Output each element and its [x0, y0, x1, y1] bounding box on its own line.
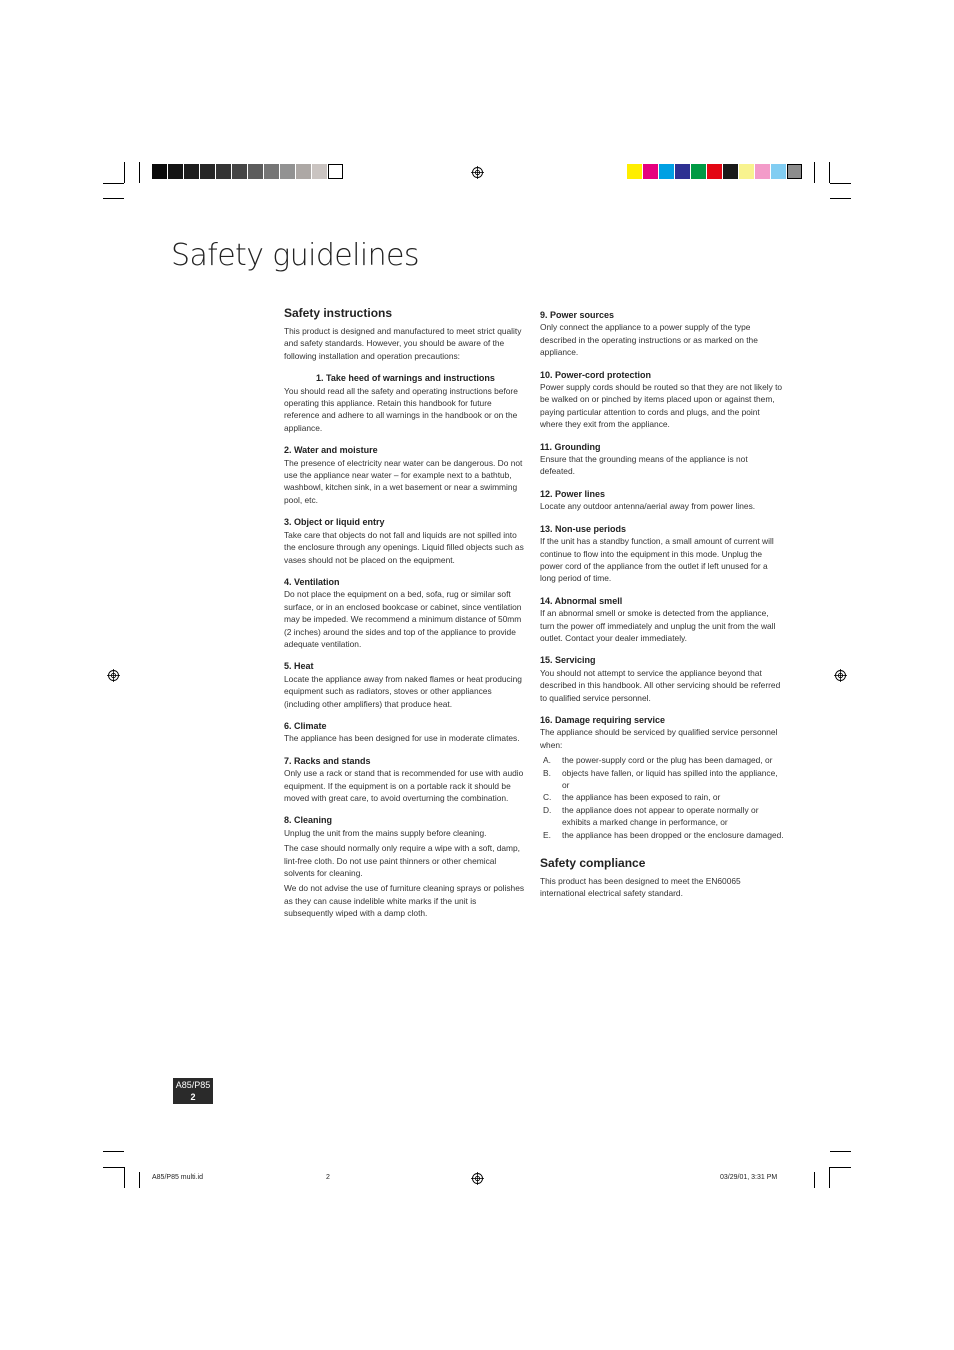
section-heading: 12. Power lines — [540, 488, 606, 499]
section — [540, 595, 784, 645]
section-text: Take care that objects do not fall and liquids are not spilled into the enclosure through any openings. Liquid filled objects such as vases should not be placed on the equipment. — [284, 529, 524, 565]
crop-mark — [103, 198, 124, 199]
color-swatch — [627, 164, 642, 179]
section-heading: 8. Cleaning — [284, 815, 333, 826]
damage-section — [540, 714, 784, 841]
list-text: the power-supply cord or the plug has been damaged, or — [562, 755, 773, 766]
crop-mark — [124, 1167, 125, 1188]
section-heading: 10. Power-cord protection — [540, 369, 652, 380]
section-text: Do not place the equipment on a bed, sofa, rug or similar soft surface, or in an enclosed bookcase or cabinet, since ventilation may be impeded. We recommend a minimum distance of 50mm (2 inches) around the sides and top of the appliance to provide adequate ventilation. — [284, 589, 522, 649]
color-swatch — [723, 164, 738, 179]
color-swatch — [200, 164, 215, 179]
section-text: The appliance has been designed for use in moderate climates. — [284, 733, 520, 744]
section-text: If an abnormal smell or smoke is detected from the appliance, turn the power off immediately and unplug the unit from the wall outlet. Contact your dealer immediately. — [540, 608, 776, 643]
color-swatch — [152, 164, 167, 179]
color-swatch — [216, 164, 231, 179]
crop-mark — [830, 1167, 851, 1168]
registration-mark-icon — [107, 669, 120, 682]
section-heading: 16. Damage requiring service — [540, 714, 666, 725]
page-title: Safety guidelines — [171, 238, 419, 273]
section-heading: 14. Abnormal smell — [540, 595, 623, 606]
section — [284, 372, 526, 434]
section-text: Unplug the unit from the mains supply before cleaning. — [284, 827, 487, 838]
color-swatch — [755, 164, 770, 179]
section — [284, 516, 526, 566]
section-text: Locate any outdoor antenna/aerial away from power lines. — [540, 501, 756, 512]
crop-mark — [830, 1151, 851, 1152]
damage-list — [540, 754, 784, 841]
registration-mark-icon — [471, 1172, 484, 1185]
color-swatch — [248, 164, 263, 179]
crop-mark — [103, 183, 124, 184]
section — [284, 660, 526, 710]
list-text: the appliance has been dropped or the enclosure damaged. — [562, 829, 784, 840]
color-swatch — [691, 164, 706, 179]
section-heading: 11. Grounding — [540, 441, 601, 452]
section-heading: 6. Climate — [284, 720, 327, 731]
list-marker: B. — [543, 767, 551, 778]
safety-instructions-heading: Safety instructions — [284, 306, 393, 320]
section — [284, 814, 526, 919]
crop-mark — [829, 162, 830, 183]
list-item — [540, 767, 784, 792]
crop-mark — [124, 162, 125, 183]
crop-mark — [829, 1167, 830, 1188]
color-swatch — [232, 164, 247, 179]
section — [284, 576, 526, 650]
list-text: objects have fallen, or liquid has spilled into the appliance, or — [562, 767, 778, 790]
compliance-text: This product has been designed to meet the EN60065 international electrical safety standard. — [540, 876, 741, 899]
section-heading: 4. Ventilation — [284, 576, 340, 587]
list-marker: E. — [543, 829, 551, 840]
footer-page: 2 — [326, 1174, 330, 1181]
section — [540, 654, 784, 704]
left-column — [284, 306, 526, 930]
section-text: You should read all the safety and operating instructions before operating this appliance. Retain this handbook for future reference and adhere to all warnings in the handbook or on the appliance. — [284, 385, 518, 433]
section — [540, 369, 784, 431]
registration-mark-icon — [471, 166, 484, 179]
section-text: Only use a rack or stand that is recommended for use with audio equipment. If the equipment is on a portable rack it should be moved with great care, to avoid overturning the combination. — [284, 768, 524, 803]
section-text: The appliance should be serviced by qualified service personnel when: — [540, 727, 778, 750]
color-swatch — [312, 164, 327, 179]
section-heading: 9. Power sources — [540, 310, 615, 320]
color-swatch — [184, 164, 199, 179]
list-marker: D. — [543, 804, 552, 815]
list-text: the appliance has been exposed to rain, or — [562, 792, 721, 803]
section — [540, 523, 784, 585]
section-heading: 15. Servicing — [540, 655, 596, 666]
section-text: The presence of electricity near water can be dangerous. Do not use the appliance near water – for example next to a bathtub, washbowl, kitchen sink, in a wet basement or near a swimming pool, etc. — [284, 457, 523, 505]
list-item — [540, 754, 784, 766]
crop-mark — [814, 162, 815, 183]
registration-mark-icon — [834, 669, 847, 682]
crop-mark — [830, 183, 851, 184]
grayscale-bar — [152, 164, 344, 179]
section — [284, 755, 526, 805]
color-swatch — [280, 164, 295, 179]
color-swatch — [264, 164, 279, 179]
section-text: The case should normally only require a wipe with a soft, damp, lint-free cloth. Do not use paint thinners or other chemical solvents for cleaning. — [284, 843, 521, 879]
list-item — [540, 804, 784, 829]
list-text: the appliance does not appear to operate normally or exhibits a marked change in performance, or — [562, 804, 759, 828]
color-swatch — [643, 164, 658, 179]
section — [540, 441, 784, 478]
crop-mark — [139, 162, 140, 183]
color-swatch — [739, 164, 754, 179]
model-label: A85/P85 — [175, 1080, 211, 1090]
color-swatch — [328, 164, 343, 179]
section-heading: 1. Take heed of warnings and instructions — [316, 373, 495, 384]
list-marker: C. — [543, 792, 552, 803]
list-marker: A. — [543, 755, 551, 766]
crop-mark — [103, 1167, 124, 1168]
section-text: If the unit has a standby function, a small amount of current will continue to flow into the equipment in this mode. Unplug the power cord of the appliance from the outlet if left unused for a long period of time. — [540, 536, 774, 584]
color-swatch — [771, 164, 786, 179]
section-text: Only connect the appliance to a power supply of the type described in the operating instructions or as marked on the appliance. — [540, 322, 758, 358]
section — [284, 720, 526, 745]
color-swatch — [707, 164, 722, 179]
safety-compliance-heading: Safety compliance — [540, 856, 646, 871]
section — [540, 488, 784, 513]
section-text: We do not advise the use of furniture cleaning sprays or polishes as they can cause indelible white marks if the unit is subsequently wiped with a damp cloth. — [284, 883, 525, 919]
color-swatch — [659, 164, 674, 179]
footer-file: A85/P85 multi.id — [152, 1174, 203, 1181]
section-text: Ensure that the grounding means of the appliance is not defeated. — [540, 454, 748, 477]
section-heading: 3. Object or liquid entry — [284, 517, 385, 528]
section — [284, 444, 526, 506]
color-bar — [627, 164, 803, 179]
section-text: You should not attempt to service the appliance beyond that described in this handbook. All other servicing should be referred to qualified service personnel. — [540, 667, 781, 703]
footer-date: 03/29/01, 3:31 PM — [720, 1174, 778, 1181]
crop-mark — [814, 1172, 815, 1188]
section-text: Locate the appliance away from naked flames or heat producing equipment such as radiators, stoves or other appliances (including other amplifiers) that produce heat. — [284, 673, 522, 709]
color-swatch — [675, 164, 690, 179]
intro-section — [284, 325, 526, 362]
list-item — [540, 791, 784, 803]
section-heading: 5. Heat — [284, 661, 314, 672]
crop-mark — [103, 1151, 124, 1152]
color-swatch — [168, 164, 183, 179]
color-swatch — [296, 164, 311, 179]
section-heading: 2. Water and moisture — [284, 445, 378, 456]
crop-mark — [830, 198, 851, 199]
page-number: 2 — [190, 1092, 196, 1102]
list-item — [540, 829, 784, 841]
intro-text: This product is designed and manufactured to meet strict quality and safety standards. However, you should be aware of the following installation and operation precautions: — [284, 326, 522, 361]
page-number-box — [173, 1078, 213, 1104]
section-text: Power supply cords should be routed so that they are not likely to be walked on or pinched by items placed upon or against them, paying particular attention to cords and plugs, and the point where they exit from the appliance. — [540, 382, 783, 430]
right-column — [540, 309, 784, 900]
section-heading: 7. Racks and stands — [284, 755, 371, 766]
color-swatch — [787, 164, 802, 179]
crop-mark — [139, 1172, 140, 1188]
section-heading: 13. Non-use periods — [540, 523, 627, 534]
section — [540, 309, 784, 359]
